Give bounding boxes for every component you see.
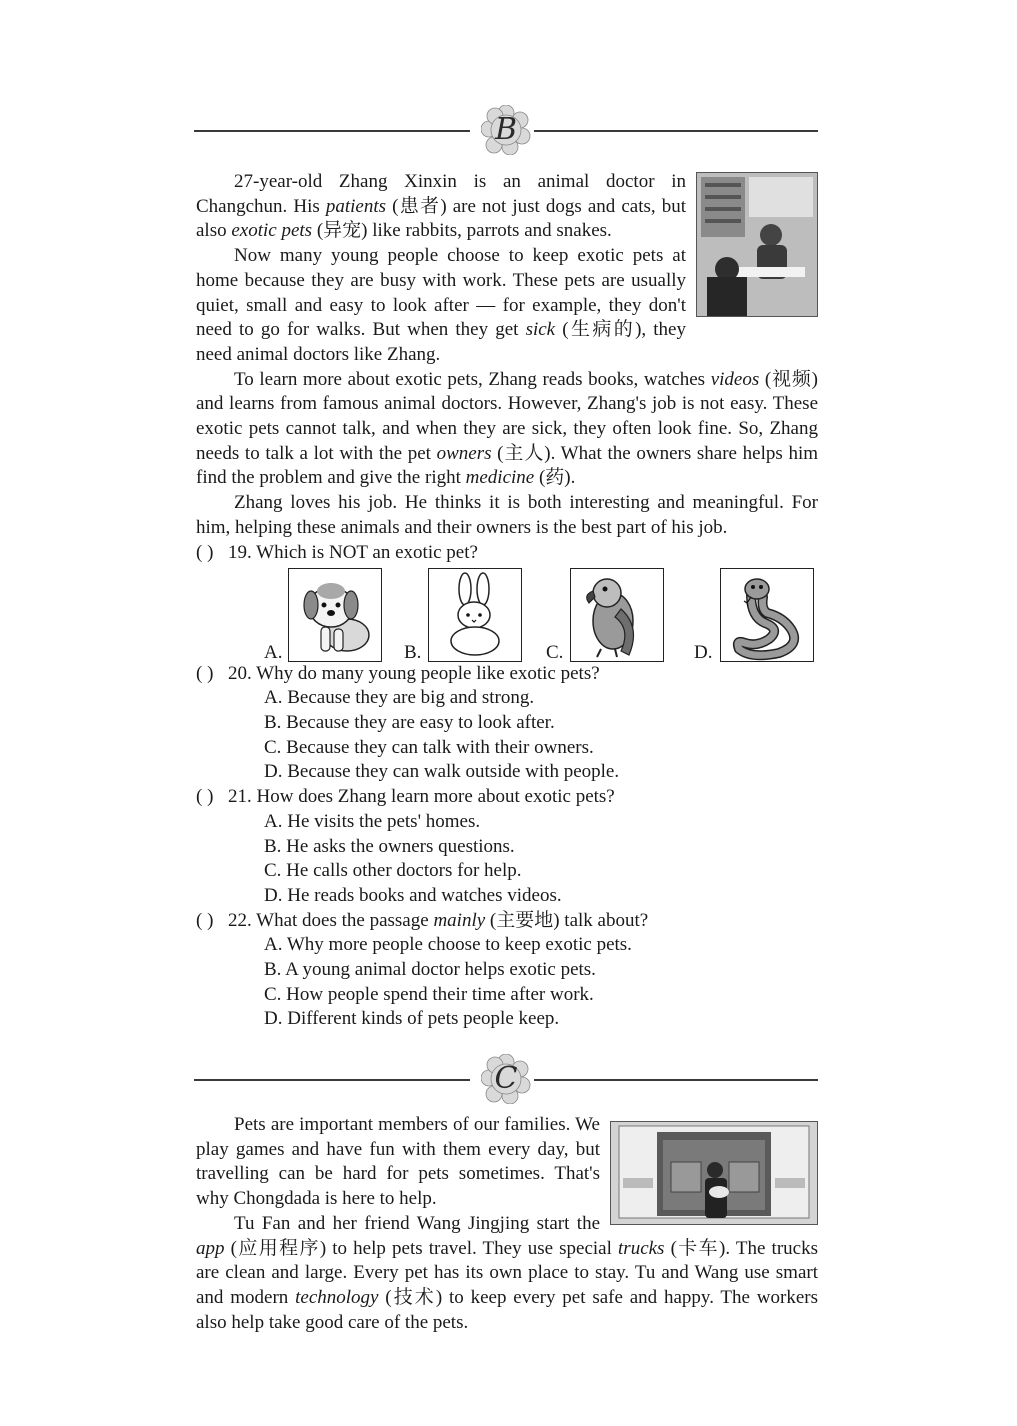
option-a[interactable]: A. Why more people choose to keep exotic pets.	[264, 934, 632, 956]
question-text: 22. What does the passage mainly (主要地) talk about?	[228, 909, 649, 931]
section-b-questions	[196, 541, 818, 1032]
divider-line-right	[534, 130, 818, 132]
option-a[interactable]: A. He visits the pets' homes.	[264, 810, 481, 832]
answer-blank[interactable]: ( )	[196, 909, 214, 931]
section-b-letter: B	[494, 112, 518, 147]
option-label: A.	[264, 641, 283, 663]
question-text: 21. How does Zhang learn more about exotic pets?	[228, 786, 615, 808]
answer-blank[interactable]: ( )	[196, 786, 214, 808]
option-d[interactable]: D. Different kinds of pets people keep.	[264, 1008, 560, 1030]
section-b-paragraph-2: Now many young people choose to keep exotic pets at home because they are busy with work. These pets are usually quiet, small and easy to look after — for example, they don't need to go for walks. But when they get sick (生病的), they need animal doctors like Zhang.	[196, 245, 686, 365]
question-text: 19. Which is NOT an exotic pet?	[228, 542, 478, 563]
option-d[interactable]: D. Because they can walk outside with people.	[264, 761, 620, 783]
option-c[interactable]: C. Because they can talk with their owners.	[264, 736, 594, 758]
option-label: B.	[404, 641, 422, 663]
option-c[interactable]: C. He calls other doctors for help.	[264, 860, 522, 882]
dog-icon	[288, 568, 382, 662]
section-c-letter: C	[494, 1061, 518, 1096]
doctor-photo-image	[697, 173, 817, 316]
question-22	[196, 909, 818, 934]
option-b[interactable]: B. He asks the owners questions.	[264, 835, 515, 857]
section-b-divider	[194, 100, 818, 160]
question-19	[196, 541, 818, 566]
truck-photo-image	[611, 1122, 817, 1224]
question-20	[196, 662, 818, 687]
truck-photo	[610, 1121, 818, 1225]
option-b[interactable]: B. Because they are easy to look after.	[264, 712, 555, 734]
option-label: D.	[694, 641, 713, 663]
question-19-pictures	[196, 566, 818, 662]
section-c-divider	[194, 1049, 818, 1109]
option-c[interactable]: C. How people spend their time after work.	[264, 983, 594, 1005]
divider-line-left	[194, 130, 470, 132]
section-c-passage	[196, 1113, 818, 1335]
section-c-paragraph-2: Tu Fan and her friend Wang Jingjing start the app (应用程序) to help pets travel. They use special trucks (卡车). The trucks are clean and large. Every pet has its own place to stay. Tu and Wang use smart and modern technology (技术) to keep every pet safe and happy. The workers also help take good care of the pets.	[196, 1212, 818, 1333]
divider-line-right	[534, 1079, 818, 1081]
question-text: 20. Why do many young people like exotic pets?	[228, 662, 600, 684]
option-a[interactable]: A. Because they are big and strong.	[264, 687, 535, 709]
snake-icon	[720, 568, 814, 662]
divider-line-left	[194, 1079, 470, 1081]
option-b[interactable]: B. A young animal doctor helps exotic pets.	[264, 958, 596, 980]
section-b-paragraph-4: Zhang loves his job. He thinks it is both interesting and meaningful. For him, helping these animals and their owners is the best part of his job.	[196, 492, 818, 538]
section-c-paragraph-1: Pets are important members of our families. We play games and have fun with them every day, but travelling can be hard for pets sometimes. That's why Chongdada is here to help.	[196, 1114, 600, 1210]
section-c-badge	[481, 1054, 531, 1104]
option-label: C.	[546, 641, 564, 663]
rabbit-icon	[428, 568, 522, 662]
section-b-paragraph-3: To learn more about exotic pets, Zhang reads books, watches videos (视频) and learns from famous animal doctors. However, Zhang's job is not easy. These exotic pets cannot talk, and when they are sick, they often look fine. So, Zhang needs to talk a lot with the pet owners (主人). What the owners share helps him find the problem and give the right medicine (药).	[196, 368, 819, 489]
question-21	[196, 785, 818, 810]
section-b-badge	[481, 105, 531, 155]
section-b-passage	[196, 170, 818, 541]
answer-blank[interactable]: ( )	[196, 542, 214, 563]
doctor-photo	[696, 172, 818, 317]
parrot-icon	[570, 568, 664, 662]
section-b-paragraph-1: 27-year-old Zhang Xinxin is an animal doctor in Changchun. His patients (患者) are not just dogs and cats, but also exotic pets (异宠) like rabbits, parrots and snakes.	[196, 171, 686, 242]
answer-blank[interactable]: ( )	[196, 662, 214, 684]
option-d[interactable]: D. He reads books and watches videos.	[264, 884, 562, 906]
